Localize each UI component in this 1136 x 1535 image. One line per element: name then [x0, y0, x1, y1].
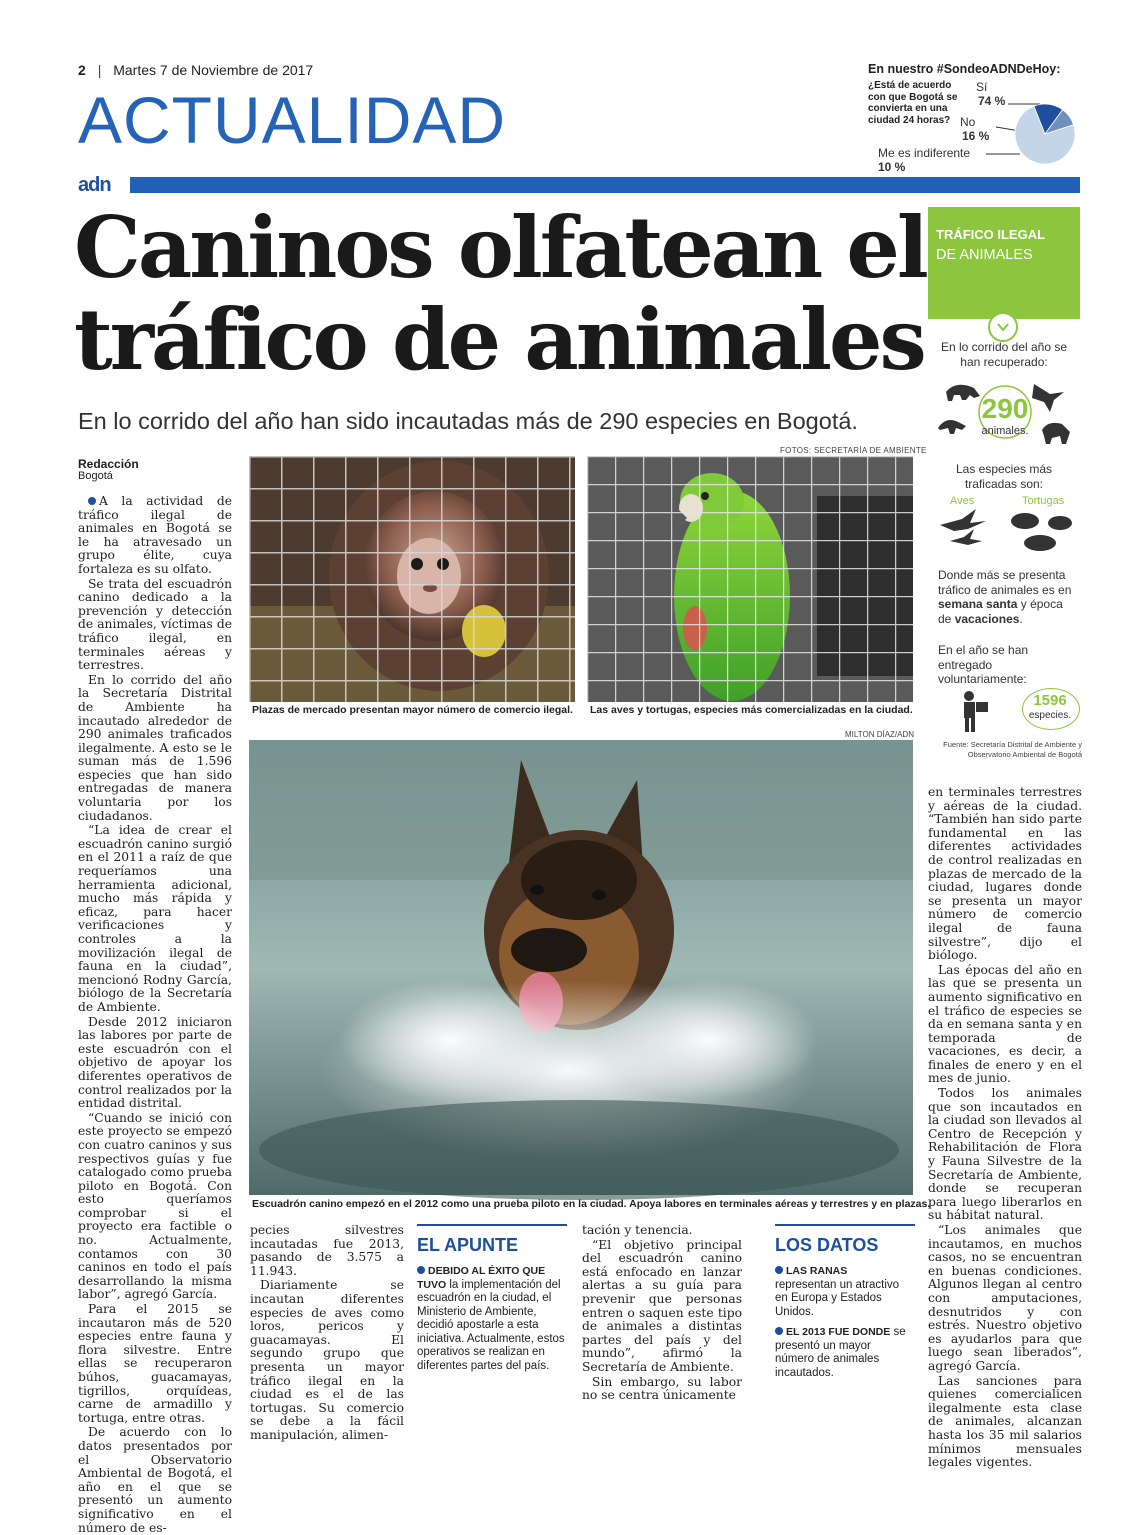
- article-column-3: [582, 1223, 742, 1403]
- delivered-number: 1596: [1033, 692, 1067, 709]
- article-column-1: [78, 494, 232, 1535]
- label-aves: Aves: [950, 495, 975, 507]
- datos-item-1: LAS RANAS representan un atractivo en Europa y Estados Unidos.: [775, 1265, 900, 1318]
- paragraph: A la actividad de tráfico ilegal de animales en Bogotá se le ha atravesado un grupo élite, cuya fortaleza es su olfato.: [78, 494, 232, 576]
- issue-date: Martes 7 de Noviembre de 2017: [113, 62, 314, 78]
- byline: Redacción: [78, 457, 139, 471]
- adn-logo: adn: [78, 174, 111, 196]
- chameleon-icon: [938, 420, 966, 434]
- paragraph: En lo corrido del año la Secretaría Distrital de Ambiente ha incautado alrededor de 290 animales traficados ilegalmente. A esto se le suman más de 1.596 especies que han sido entregadas de manera voluntaria por los ciudadanos.: [78, 672, 232, 823]
- page-header: 2 | Martes 7 de Noviembre de 2017: [78, 62, 314, 78]
- paragraph: Se trata del escuadrón canino dedicado a la prevención y detección de animales, víctimas de tráfico ilegal, en terminales aéreas y terrestres.: [78, 576, 232, 673]
- headline: Caninos olfatean el tráfico de animales: [74, 198, 926, 389]
- dog-photo: [249, 740, 913, 1195]
- paragraph: De acuerdo con lo datos presentados por el Observatorio Ambiental de Bogotá, el año en el que se presentó un aumento significativo en el número de es-: [78, 1425, 232, 1535]
- paragraph: Sin embargo, su labor no se centra únicamente: [582, 1374, 742, 1403]
- article-column-5: [928, 785, 1082, 1470]
- poll-option-no: No 16 %: [960, 115, 990, 143]
- subtitle: En lo corrido del año han sido incautadas más de 290 especies en Bogotá.: [78, 408, 858, 434]
- delivered-intro: En el año se han entregado voluntariamente:: [938, 643, 1029, 686]
- poll-title: En nuestro #SondeoADNDeHoy:: [868, 62, 1061, 76]
- anteater-icon: [946, 385, 980, 401]
- bird-icon: [950, 529, 982, 545]
- monkey-photo: [249, 456, 575, 702]
- paragraph: en terminales terrestres y aéreas de la ciudad. “También han sido parte fundamental en las diferentes actividades de control realizadas en plazas de mercado de la ciudad, lugares donde se presenta un mayor número de comercio ilegal de fauna silvestre”, dijo el biólogo.: [928, 785, 1082, 963]
- paragraph: Diariamente se incautan diferentes especies de aves como loros, pericos y guacamayas. El segundo grupo que presenta un mayor tráfico ilegal en la ciudad es el de las tortugas. Su comercio se debe a la fácil manipulación, alimen-: [250, 1278, 404, 1442]
- poll-option-indiferente: Me es indiferente 10 %: [878, 146, 971, 174]
- apunte-body: DEBIDO AL ÉXITO QUE TUVO la implementación del escuadrón en la ciudad, el Ministerio de Ambiente, decidió apostarle a esta iniciativa. Actualmente, estos operativos se realizan en diferentes partes del país.: [417, 1265, 565, 1372]
- poll-option-si: Sí 74 %: [976, 80, 1006, 108]
- paragraph: tación y tenencia.: [582, 1223, 693, 1237]
- paragraph: Para el 2015 se incautaron más de 520 especies entre fauna y flora silvestre. Entre ellas se recuperaron búhos, guacamayas, tigrillos, orquídeas, carne de armadillo y tortuga, entre otras.: [78, 1302, 232, 1425]
- paragraph: Las sanciones para quienes comercialicen ilegalmente esta clase de animales, alcanzan hasta los 35 mil salarios mínimos mensuales legales vigentes.: [928, 1373, 1082, 1470]
- datos-title: LOS DATOS: [775, 1235, 879, 1255]
- wildcat-icon: [1042, 423, 1070, 444]
- where-text: Donde más se presenta tráfico de animales es en semana santa y época de vacaciones.: [938, 568, 1072, 626]
- trafficked-intro: Las especies más traficadas son:: [955, 462, 1053, 491]
- byline-location: Bogotá: [78, 470, 113, 482]
- turtle-icon: [1011, 513, 1039, 529]
- turtle-icon: [1048, 516, 1072, 530]
- paragraph: Las épocas del año en las que se presenta un aumento significativo en el tráfico de especies se da en semana santa y en temporada de vacaciones, es decir, a finales de enero y en el mes de junio.: [928, 962, 1082, 1086]
- paragraph: “La idea de crear el escuadrón canino surgió en el 2011 a raíz de que requeríamos una herramienta adicional, mucho más rápida y eficaz, para hacer verificaciones y controles a la movilización ilegal de fauna en la ciudad”, mencionó Rodny García, biólogo de la Secretaría de Ambiente.: [78, 823, 232, 1014]
- sidebar-title-1: TRÁFICO ILEGAL: [936, 227, 1046, 242]
- person-carrying-icon: [955, 690, 995, 735]
- datos-item-2: EL 2013 FUE DONDE se presentó un mayor número de animales incautados.: [775, 1326, 906, 1379]
- header-rule: [130, 177, 1080, 193]
- page-number: 2: [78, 62, 86, 78]
- photo-credit-dog: MILTON DÍAZ/ADN: [845, 730, 915, 739]
- section-title: ACTUALIDAD: [78, 83, 507, 157]
- trafficked-species-graphic: [930, 505, 1080, 555]
- paragraph: “Los animales que incautamos, en muchos casos, no se encuentran en buenas condiciones. Algunos llegan al centro con amputaciones, desnutridos y con estrés. Nuestro objetivo es ayudarlos para que luego sean liberados”, agregó García.: [928, 1223, 1082, 1373]
- datos-rule: [775, 1224, 915, 1226]
- paragraph: Desde 2012 iniciaron las labores por parte de este escuadrón con el objetivo de apoyar los diferentes operativos de control realizados por la entidad distrital.: [78, 1014, 232, 1111]
- parrot-photo: [587, 456, 913, 702]
- poll-pie-chart: [978, 96, 1098, 176]
- sidebar-title-2: DE ANIMALES: [936, 247, 1033, 263]
- paragraph: Todos los animales que son incautados en la ciudad son llevados al Centro de Recepción y Rehabilitación de Flora y Fauna Silvestre de la Secretaría de Ambiente, donde se recuperan para luego liberarlos en su hábitat natural.: [928, 1086, 1082, 1223]
- caption-dog: Escuadrón canino empezó en el 2012 como una prueba piloto en la ciudad. Apoya labores en terminales aéreas y terrestres y en plazas.: [252, 1198, 931, 1210]
- bird-icon: [940, 509, 986, 531]
- paragraph: “Cuando se inició con este proyecto se empezó con cuatro caninos y sus respectivos guías y fue catalogado como prueba piloto en Bogotá. Con esto queríamos comprobar si el proyecto era factible o no. Actualmente, contamos con 30 caninos en todo el país desarrollando la misma labor”, agregó García.: [78, 1110, 232, 1302]
- sidebar-header-box: [928, 207, 1080, 319]
- eagle-icon: [1032, 384, 1064, 412]
- paragraph: pecies silvestres incautadas fue 2013, pasando de 3.575 a 11.943.: [250, 1223, 404, 1278]
- photo-credit-top: FOTOS: SECRETARÍA DE AMBIENTE: [780, 446, 927, 455]
- recovered-number: 290: [981, 393, 1029, 424]
- label-tortugas: Tortugas: [1022, 495, 1065, 507]
- poll-question: ¿Está de acuerdo con que Bogotá se convierta en una ciudad 24 horas?: [868, 80, 958, 126]
- caption-monkey: Plazas de mercado presentan mayor número de comercio ilegal.: [252, 704, 573, 716]
- recovered-intro: En lo corrido del año se han recuperado:: [940, 340, 1068, 369]
- apunte-title: EL APUNTE: [417, 1235, 519, 1255]
- turtle-icon: [1024, 535, 1056, 551]
- apunte-rule: [417, 1224, 567, 1226]
- chevron-down-icon: [988, 312, 1018, 342]
- article-column-2: [250, 1223, 404, 1442]
- sidebar-source: Fuente: Secretaría Distrital de Ambiente y Observatorio Ambiental de Bogotá: [943, 740, 1082, 759]
- caption-parrot: Las aves y tortugas, especies más comercializadas en la ciudad.: [590, 704, 913, 716]
- paragraph: “El objetivo principal del escuadrón canino está enfocado en lanzar alertas a su guía para prevenir que personas entren o saquen este tipo de animales a distintas partes del país y del mundo”, afirmó la Secretaría de Ambiente.: [582, 1237, 742, 1374]
- recovered-unit: animales.: [981, 425, 1029, 437]
- delivered-unit: especies.: [1028, 710, 1072, 721]
